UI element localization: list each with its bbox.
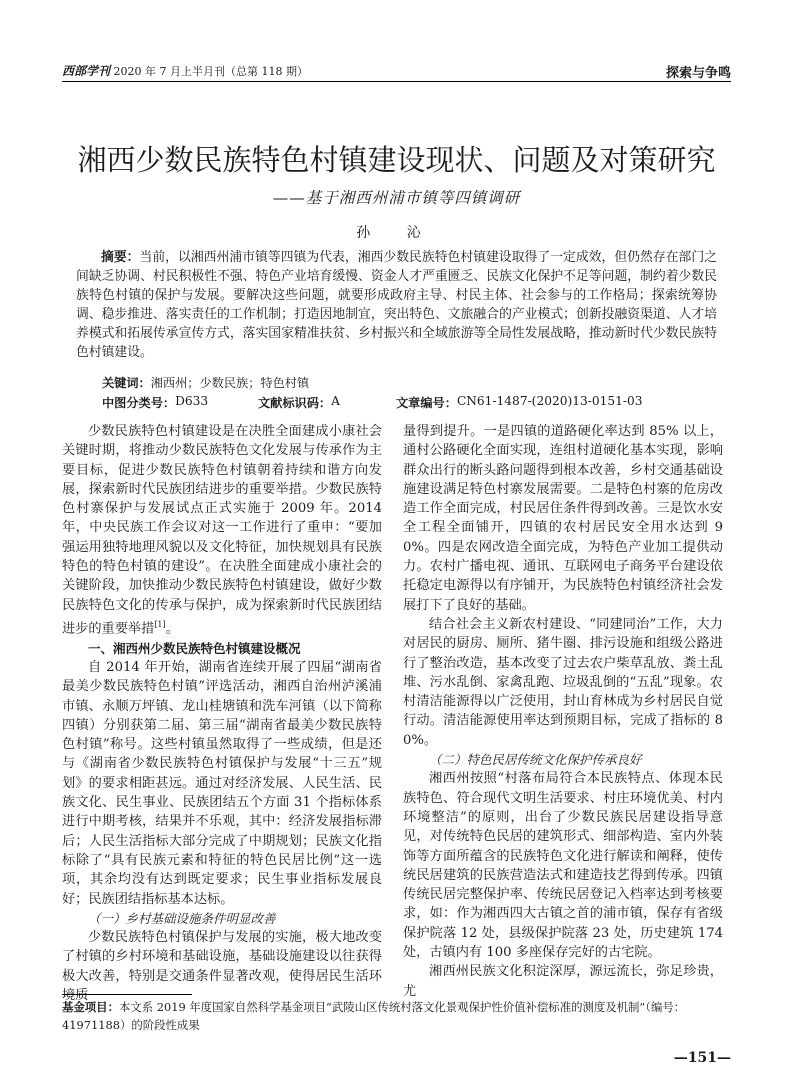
body-paragraph: 湘西州民族文化积淀深厚，源远流长，弥足珍贵，尤 [403,964,723,999]
article-subtitle: ——基于湘西州浦市镇等四镇调研 [272,189,521,207]
footnote-label: 基金项目： [62,1000,119,1014]
keywords-text: 湘西州；少数民族；特色村镇 [150,376,310,390]
abstract-text: 当前，以湘西州浦市镇等四镇为代表，湘西少数民族特色村镇建设取得了一定成效，但仍然存在部门之间缺乏协调、村民积极性不强、特色产业培育缓慢、资金人才严重匮乏、民族文化保护不足等问题，制约着少数民族特色村镇的保护与发展。要解决这些问题，就要形成政府主导、村民主体、社会参与的工作格局；探索统筹协调、稳步推进、落实责任的工作机制；打造因地制宜，突出特色、文旅融合的产业模式；创新投融资渠道、人才培养模式和拓展传承宣传方式，落实国家精准扶贫、乡村振兴和全域旅游等全局性发展战略，推动新时代少数民族特色村镇建设。 [76,250,718,360]
page-number: —151— [673,1050,731,1066]
doc-label: 文献标识码： [258,396,332,410]
section-heading: 一、湘西州少数民族特色村镇建设概况 [88,640,301,656]
issue-info: 2020 年 7 月上半月刊（总第 118 期） [113,65,308,78]
body-paragraph: 结合社会主义新农村建设、“同建同治”工作，大力对居民的厨房、厕所、猪牛圈、排污设施和组级公路进行了整治改造，基本改变了过去农户柴草乱放、粪土乱堆、污水乱倒、家禽乱跑、垃圾乱倒的“五乱”现象。农村清洁能源得以广泛使用，封山育林成为乡村居民自觉行动。清洁能源使用率达到预期目标，完成了指标的 80%。 [403,616,723,748]
header-rule [62,81,731,82]
footnote-text: 本文系 2019 年度国家自然科学基金项目“武陵山区传统村落文化景观保护性价值补偿标准的测度及机制”（编号：41971188）的阶段性成果 [62,1000,686,1032]
clc-code [102,394,209,411]
article-number-value: CN61-1487-(2020)13-0151-03 [456,394,643,408]
doc-value: A [331,394,340,408]
clc-value: D633 [175,394,209,408]
article-number-label: 文章编号： [396,396,457,410]
journal-info [62,62,308,79]
doc-code [258,394,340,411]
keywords-label: 关键词： [102,376,151,390]
author: 孙 沁 [356,225,437,241]
journal-name: 西部学刊 [62,64,111,78]
body-paragraph: 湘西州按照“村落布局符合本民族特点、体现本民族特色、符合现代文明生活要求、村庄环境优美、村内环境整洁”的原则，出台了少数民族民居建设指导意见，对传统特色民居的建筑形式、细部构造、室内外装饰等方面所蕴含的民族特色文化进行解读和阐释，使传统民居建筑的民族营造法式和建造技艺得到传承。四镇传统民居完整保护率、传统民居登记入档率达到考核要求，如：作为湘西四大古镇之首的浦市镇，保存有省级保护院落 12 处，县级保护院落 23 处，历史建筑 174 处，古镇内有 100 多座保存完好的古宅院。 [403,771,723,961]
article-title: 湘西少数民族特色村镇建设现状、问题及对策研究 [77,143,716,177]
left-column [62,422,382,1005]
body-paragraph: 少数民族特色村镇保护与发展的实施，极大地改变了村镇的乡村环境和基础设施，基础设施建设以往获得极大改善，特别是交通条件显著改观，使得居民生活环境质 [62,930,382,1003]
abstract [76,248,717,362]
abstract-label: 摘要： [101,250,140,265]
body-paragraph [62,422,382,639]
reference-mark: [1] [154,619,166,629]
body-paragraph: 量得到提升。一是四镇的道路硬化率达到 85% 以上，通村公路硬化全面实现，连组村道硬化基本实现，影响群众出行的断头路问题得到根本改善，乡村交通基础设施建设满足特色村寨发展需要。二是特色村寨的危房改造工作全面完成，村民居住条件得到改善。三是饮水安全工程全面铺开，四镇的农村居民安全用水达到 90%。四是农网改造全面完成，为特色产业加工提供动力。农村广播电视、通讯、互联网电子商务平台建设依托稳定电源得以有序铺开，为民族特色村镇经济社会发展打下了良好的基础。 [403,424,723,613]
paragraph-end: 。 [165,621,179,637]
article-number [396,394,643,411]
section-name: 探索与争鸣 [665,66,731,81]
right-column [403,422,723,1001]
subsection-heading: （二）特色民居传统文化保护传承良好 [429,752,642,768]
clc-label: 中图分类号： [102,396,176,410]
footnote [62,998,731,1034]
body-paragraph: 自 2014 年开始，湖南省连续开展了四届“湖南省最美少数民族特色村镇”评选活动，湘西自治州泸溪浦市镇、永顺万坪镇、龙山桂塘镇和洗车河镇（以下简称四镇）分别获第二届、第三届“湖南省最美少数民族特色村镇”称号。这些村镇虽然取得了一些成绩，但是还与《湖南省少数民族特色村镇保护与发展“十三五”规划》的要求相距甚远。通过对经济发展、人民生活、民族文化、民生事业、民族团结五个方面 31 个指标体系进行中期考核，结果并不乐观，其中：经济发展指标滞后；人民生活指标大部分完成了中期规划；民族文化指标除了“具有民族元素和特征的特色民居比例”这一选项，其余均没有达到既定要求；民生事业指标发展良好；民族团结指标基本达标。 [62,659,382,907]
paragraph-text: 少数民族特色村镇建设是在决胜全面建成小康社会关键时期，将推动少数民族特色文化发展与传承作为主要目标，促进少数民族特色村镇朝着持续和谐方向发展，探索新时代民族团结进步的重要举措。少数民族特色村寨保护与发展试点正式实施于 2009 年。2014 年，中央民族工作会议对这一工作进行了重申：“要加强运用独特地理风貌以及文化特征，加快规划具有民族特色的特色村镇的建设”。在决胜全面建成小康社会的关键阶段，加快推动少数民族特色村镇建设，做好少数民族特色文化的传承与保护，成为探索新时代民族团结进步的重要举措 [62,424,382,637]
footnote-rule [62,994,192,995]
subsection-heading: （一）乡村基础设施条件明显改善 [88,910,276,926]
running-header [62,60,731,82]
keywords [102,374,309,391]
